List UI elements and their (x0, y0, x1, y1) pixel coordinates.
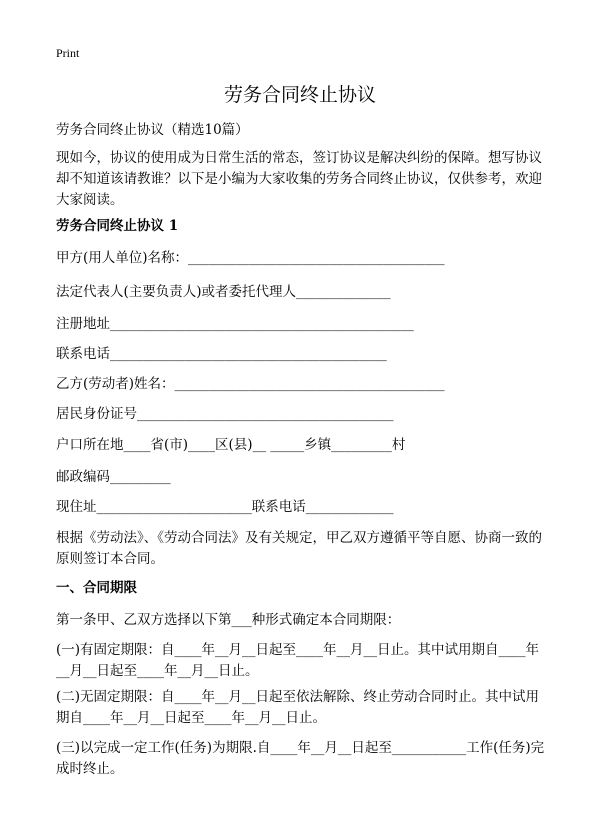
field-registered-address: 注册地址_____________________________________________ (56, 316, 414, 332)
document-subtitle: 劳务合同终止协议（精选10篇） (56, 122, 249, 138)
field-party-a-name: 甲方(用人单位)名称：______________________________________ (56, 250, 445, 266)
field-legal-representative: 法定代表人(主要负责人)或者委托代理人______________ (56, 284, 391, 300)
article-1: 第一条甲、乙双方选择以下第___种形式确定本合同期限： (56, 612, 401, 628)
field-party-b-name: 乙方(劳动者)姓名：________________________________________ (56, 376, 445, 392)
field-phone: 联系电话_________________________________________ (56, 346, 387, 362)
intro-paragraph: 现如今，协议的使用成为日常生活的常态，签订协议是解决纠纷的保障。想写协议却不知道该请教谁？以下是小编为大家收集的劳务合同终止协议，仅供参考，欢迎大家阅读。 (56, 150, 542, 208)
field-postal-code: 邮政编码_________ (56, 469, 171, 485)
field-current-address: 现住址_______________________联系电话_____________ (56, 499, 394, 515)
clause-2: (二)无固定期限：自____年__月__日起至依法解除、终止劳动合同时止。其中试用期自____年__月__日起至____年__月__日止。 (56, 689, 540, 726)
section-heading: 劳务合同终止协议 1 (56, 218, 179, 234)
document-title: 劳务合同终止协议 (223, 84, 376, 106)
print-label: Print (56, 46, 80, 60)
field-household-registration: 户口所在地____省(市)____区(县)__ _____乡镇_________村 (56, 437, 406, 453)
clause-3: (三)以完成一定工作(任务)为期限.自____年__月__日起至___________工作(任务)完成时终止。 (56, 740, 545, 777)
chapter-heading: 一、合同期限 (56, 580, 137, 596)
basis-paragraph: 根据《劳动法》、《劳动合同法》及有关规定，甲乙双方遵循平等自愿、协商一致的原则签订本合同。 (56, 530, 542, 567)
clause-1: (一)有固定期限：自____年__月__日起至____年__月__日止。其中试用期自____年__月__日起至____年__月__日止。 (56, 642, 540, 679)
field-id-number: 居民身份证号______________________________________ (56, 406, 394, 422)
